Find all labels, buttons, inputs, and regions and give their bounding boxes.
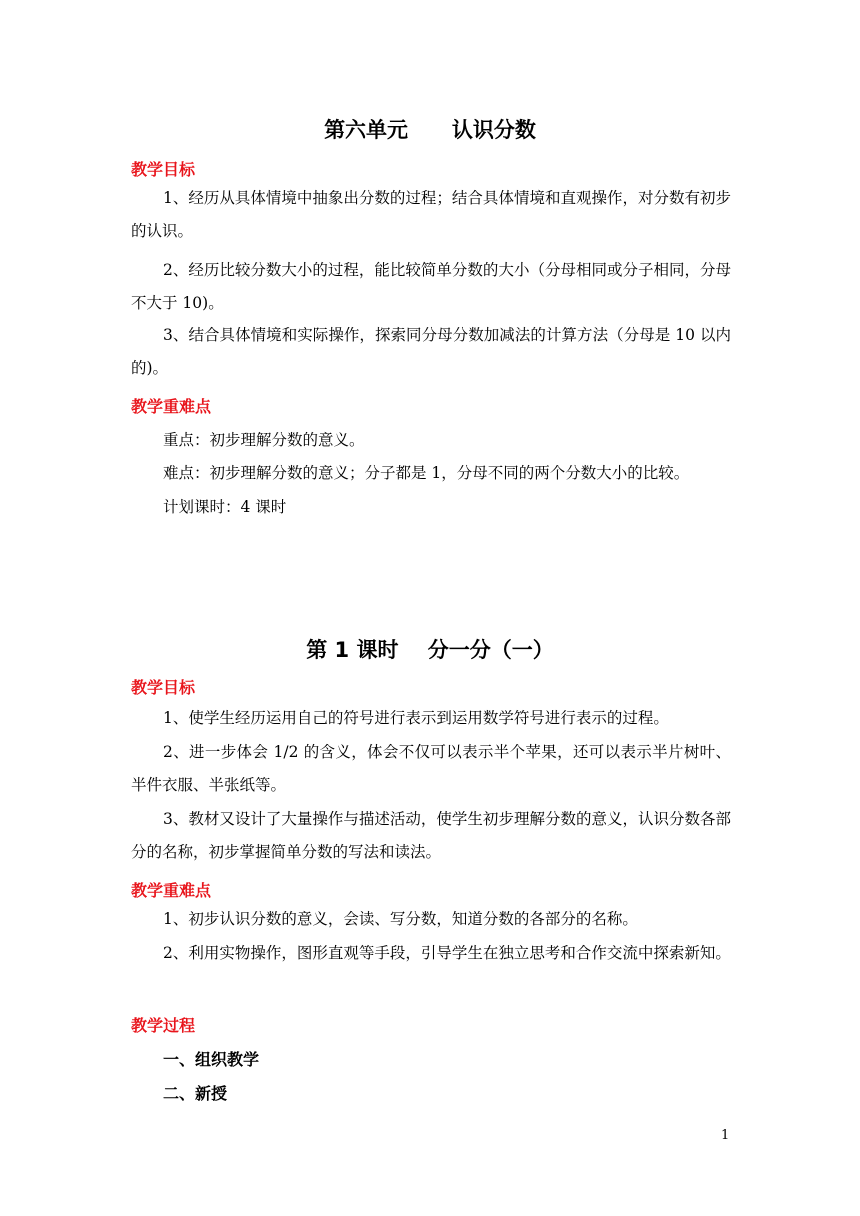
unit-goal-2: 2、经历比较分数大小的过程，能比较简单分数的大小（分母相同或分子相同，分母不大于 10)。 xyxy=(131,261,731,312)
unit-goal-3: 3、结合具体情境和实际操作，探索同分母分数加减法的计算方法（分母是 10 以内的)。 xyxy=(131,326,731,377)
lesson-goal-3: 3、教材又设计了大量操作与描述活动，使学生初步理解分数的意义，认识分数各部分的名称，初步掌握简单分数的写法和读法。 xyxy=(131,810,731,861)
unit-title: 第六单元 认识分数 xyxy=(324,118,536,142)
lesson-key-heading: 教学重难点 xyxy=(131,881,212,900)
lesson-title: 第 1 课时 分一分（一） xyxy=(306,638,554,662)
lesson-goal-2: 2、进一步体会 1/2 的含义，体会不仅可以表示半个苹果，还可以表示半片树叶、半件衣服、半张纸等。 xyxy=(131,743,731,794)
page-number: 1 xyxy=(721,1128,730,1143)
lesson-goals-heading: 教学目标 xyxy=(131,678,196,697)
unit-goal-1: 1、经历从具体情境中抽象出分数的过程；结合具体情境和直观操作，对分数有初步的认识。 xyxy=(131,189,731,240)
lesson-step-2: 二、新授 xyxy=(163,1084,228,1103)
unit-key-point: 重点：初步理解分数的意义。 xyxy=(163,431,365,449)
lesson-key-point-1: 1、初步认识分数的意义，会读、写分数，知道分数的各部分的名称。 xyxy=(163,910,638,928)
lesson-key-point-2: 2、利用实物操作，图形直观等手段，引导学生在独立思考和合作交流中探索新知。 xyxy=(163,944,731,962)
unit-difficult-point: 难点：初步理解分数的意义；分子都是 1，分母不同的两个分数大小的比较。 xyxy=(163,464,690,482)
unit-hours: 计划课时：4 课时 xyxy=(163,498,287,516)
lesson-goal-1: 1、使学生经历运用自己的符号进行表示到运用数学符号进行表示的过程。 xyxy=(163,709,669,727)
lesson-process-heading: 教学过程 xyxy=(131,1016,196,1035)
unit-goals-heading: 教学目标 xyxy=(131,160,196,179)
unit-key-heading: 教学重难点 xyxy=(131,397,212,416)
lesson-step-1: 一、组织教学 xyxy=(163,1050,260,1069)
